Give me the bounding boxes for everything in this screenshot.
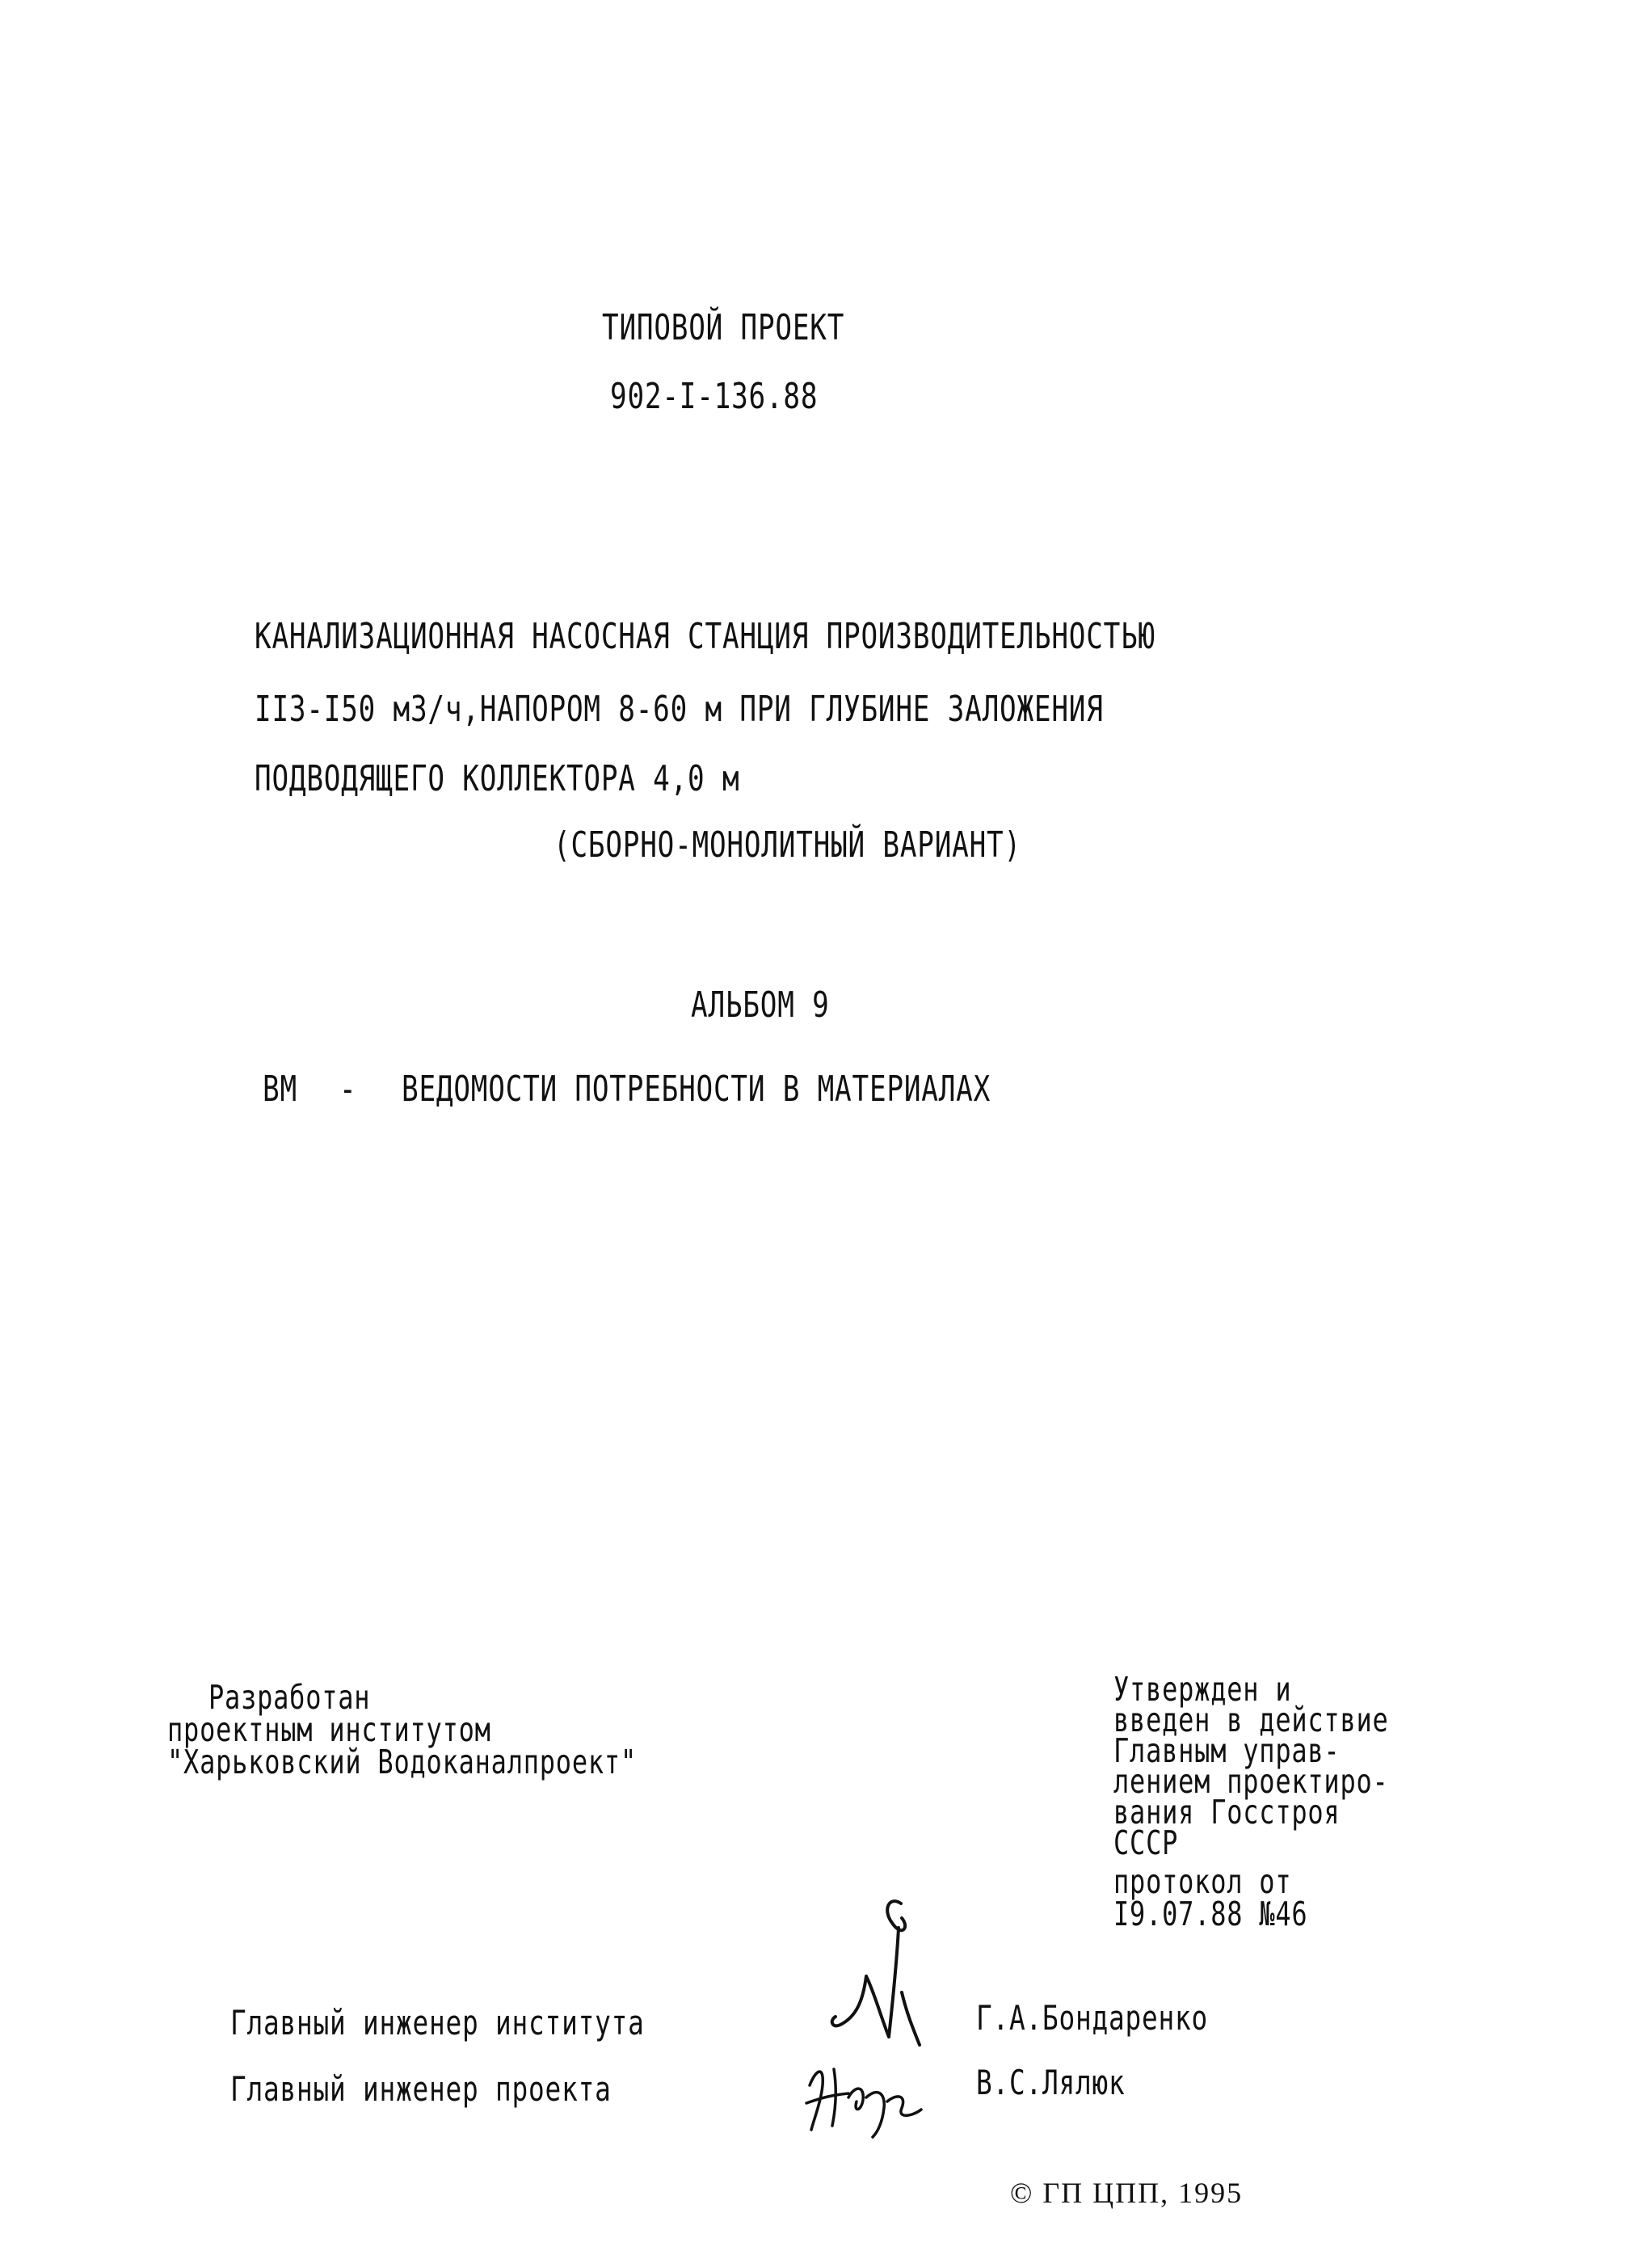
developer-line-1: Разработан bbox=[208, 1678, 371, 1717]
approval-line-5: вания Госстроя bbox=[1113, 1793, 1341, 1832]
approval-line-4: лением проектиро- bbox=[1113, 1762, 1389, 1801]
approval-line-1: Утвержден и bbox=[1113, 1670, 1292, 1709]
doc-type-text: ТИПОВОЙ ПРОЕКТ bbox=[602, 307, 845, 348]
title-line-1: КАНАЛИЗАЦИОННАЯ НАСОСНАЯ СТАНЦИЯ ПРОИЗВОДИТЕЛЬНОСТЬЮ bbox=[255, 616, 1156, 657]
title-line-3: ПОДВОДЯЩЕГО КОЛЛЕКТОРА 4,0 м bbox=[255, 758, 740, 799]
handwritten-signature-2 bbox=[800, 2053, 937, 2142]
approval-line-3: Главным управ- bbox=[1113, 1731, 1341, 1770]
signature-name-2: В.С.Лялюк bbox=[976, 2063, 1126, 2102]
approval-line-6: СССР bbox=[1113, 1823, 1179, 1862]
signature-role-2: Главный инженер проекта bbox=[230, 2069, 612, 2109]
approval-line-8: I9.07.88 №46 bbox=[1113, 1895, 1308, 1933]
copyright: © ГП ЦПП, 1995 bbox=[1010, 2177, 1244, 2209]
doc-number-text: 902-I-136.88 bbox=[610, 376, 819, 417]
approval-line-2: введен в действие bbox=[1113, 1701, 1389, 1739]
doc-number bbox=[610, 376, 877, 417]
album-dash: - bbox=[339, 1069, 357, 1110]
title-line-2: II3-I50 м3/ч,НАПОРОМ 8-60 м ПРИ ГЛУБИНЕ ЗАЛОЖЕНИЯ bbox=[255, 689, 1104, 730]
developer-line-2: проектным институтом bbox=[167, 1710, 491, 1749]
album-label: АЛЬБОМ 9 bbox=[691, 984, 830, 1026]
signature-name-1: Г.А.Бондаренко bbox=[976, 1998, 1209, 2038]
developer-line-3: "Харьковский Водоканалпроект" bbox=[167, 1743, 637, 1781]
doc-type bbox=[602, 307, 913, 348]
handwritten-signature-1 bbox=[824, 1895, 929, 2065]
signature-role-1: Главный инженер института bbox=[230, 2003, 645, 2042]
title-line-4: (СБОРНО-МОНОЛИТНЫЙ ВАРИАНТ) bbox=[554, 824, 1021, 866]
approval-line-7: протокол от bbox=[1113, 1862, 1292, 1901]
album-description: ВЕДОМОСТИ ПОТРЕБНОСТИ В МАТЕРИАЛАХ bbox=[402, 1069, 991, 1110]
album-code: ВМ bbox=[263, 1069, 297, 1110]
